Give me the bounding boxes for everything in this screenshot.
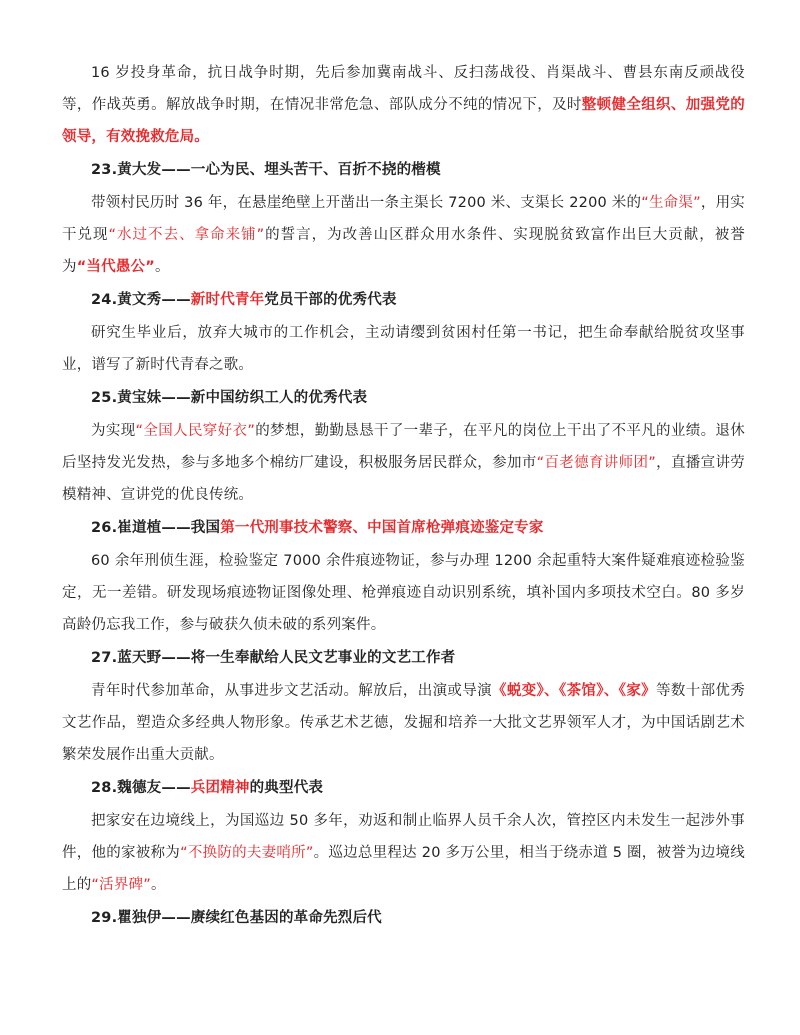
text-run: 研究生毕业后，放弃大城市的工作机会，主动请缨到贫困村任第一书记，把生命奉献给脱贫攻坚事业，谱写了新时代青春之歌。 [62, 325, 745, 373]
text-run: 青年时代参加革命，从事进步文艺活动。解放后，出演或导演 [91, 683, 492, 699]
text-run: 。 [150, 877, 166, 893]
body-paragraph [62, 57, 745, 153]
section-heading [62, 641, 745, 675]
text-run: 16 岁投身革命，抗日战争时期，先后参加冀南战斗、反扫荡战役、肖渠战斗、曹县东南反顽战役等，作战英勇。解放战争时期，在情况非常危急、部队成分不纯的情况下，及时 [62, 65, 745, 113]
highlighted-text: “当代愚公” [76, 259, 155, 275]
body-paragraph [62, 415, 745, 511]
section-heading [62, 901, 745, 935]
text-run: 24.黄文秀—— [91, 292, 191, 308]
highlighted-text: 《蜕变》、《茶馆》、《家》 [491, 683, 657, 699]
body-paragraph [62, 675, 745, 771]
section-heading [62, 771, 745, 805]
text-run: 带领村民历时 36 年，在悬崖绝壁上开凿出一条主渠长 7200 米、支渠长 2200 米的 [91, 195, 642, 211]
body-paragraph [62, 805, 745, 901]
body-paragraph [62, 545, 745, 641]
body-paragraph [62, 317, 745, 381]
section-heading [62, 381, 745, 415]
text-run: 等数十部优秀文艺作品，塑造众多经典人物形象。传承艺术艺德，发掘和培养一大批文艺界领军人才，为中国话剧艺术繁荣发展作出重大贡献。 [62, 683, 745, 763]
text-run: 27.蓝天野——将一生奉献给人民文艺事业的文艺工作者 [91, 650, 456, 666]
highlighted-text: “活界碑” [91, 877, 151, 893]
text-run: 把家安在边境线上，为国巡边 50 多年，劝返和制止临界人员千余人次，管控区内未发生一起涉外事件，他的家被称为 [62, 813, 745, 861]
text-run: ，直播宣讲劳模精神、宣讲党的优良传统。 [62, 455, 746, 503]
highlighted-text: 兵团精神 [190, 780, 250, 796]
text-run: 。 [154, 259, 170, 275]
highlighted-text: 整顿健全组织、加强党的领导，有效挽救危局。 [62, 97, 746, 145]
text-run: 为实现 [91, 423, 136, 439]
highlighted-text: 新时代青年 [190, 292, 265, 308]
highlighted-text: 第一代刑事技术警察、中国首席枪弹痕迹鉴定专家 [220, 520, 544, 536]
text-run: 29.瞿独伊——赓续红色基因的革命先烈后代 [91, 910, 382, 926]
text-run: 28.魏德友—— [91, 780, 191, 796]
text-run: 的梦想，勤勤恳恳干了一辈子，在平凡的岗位上干出了不平凡的业绩。退休后坚持发光发热，参与多地多个棉纺厂建设，积极服务居民群众，参加市 [62, 423, 745, 471]
text-run: 60 余年刑侦生涯，检验鉴定 7000 余件痕迹物证，参与办理 1200 余起重特大案件疑难痕迹检验鉴定，无一差错。研发现场痕迹物证图像处理、枪弹痕迹自动识别系统，填补国内多项技术空白。80 多岁高龄仍忘我工作，参与破获久侦未破的系列案件。 [62, 553, 745, 633]
highlighted-text: “百老德育讲师团” [536, 455, 657, 471]
section-heading [62, 283, 745, 317]
section-heading [62, 153, 745, 187]
highlighted-text: “生命渠” [641, 195, 701, 211]
highlighted-text: “水过不去、拿命来铺” [108, 227, 265, 243]
body-paragraph [62, 187, 745, 283]
highlighted-text: “全国人民穿好衣” [135, 423, 256, 439]
text-run: 26.崔道植——我国 [91, 520, 221, 536]
text-run: 25.黄宝妹——新中国纺织工人的优秀代表 [91, 390, 368, 406]
section-heading [62, 511, 745, 545]
text-run: 的典型代表 [249, 780, 324, 796]
text-run: 。巡边总里程达 20 多万公里，相当于绕赤道 5 圈，被誉为边境线上的 [62, 845, 745, 893]
text-run: 的誓言，为改善山区群众用水条件、实现脱贫致富作出巨大贡献，被誉为 [62, 227, 745, 275]
text-run: 23.黄大发——一心为民、埋头苦干、百折不挠的楷模 [91, 162, 441, 178]
text-run: ，用实干兑现 [62, 195, 745, 243]
highlighted-text: “不换防的夫妻哨所” [180, 845, 314, 861]
text-run: 党员干部的优秀代表 [264, 292, 397, 308]
